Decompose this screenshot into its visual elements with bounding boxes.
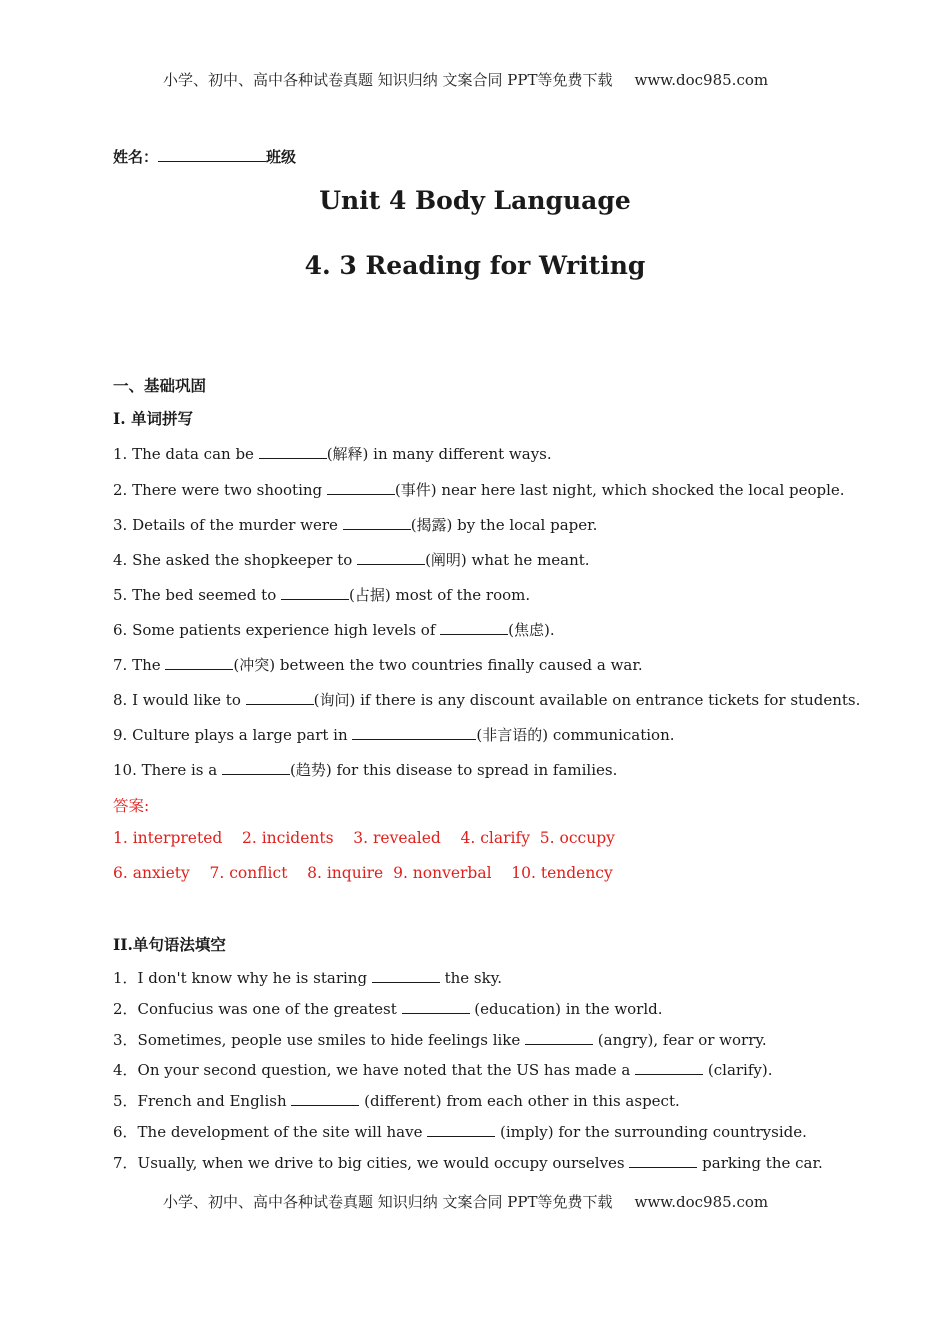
item-text: 7. The: [113, 656, 166, 674]
footer-site: www.doc985.com: [634, 1193, 769, 1211]
spelling-item: [113, 654, 643, 675]
spelling-item: [113, 619, 555, 640]
answer-blank[interactable]: [259, 444, 327, 459]
grammar-item: [113, 1029, 767, 1050]
item-number: 7．: [113, 1154, 138, 1172]
item-hint: parking the car.: [697, 1154, 823, 1172]
item-hint: (焦虑).: [508, 621, 555, 639]
item-text: 8. I would like to: [113, 691, 246, 709]
item-hint: (非言语的) communication.: [476, 726, 675, 744]
item-text: 9. Culture plays a large part in: [113, 726, 353, 744]
item-hint: (揭露) by the local paper.: [410, 516, 598, 534]
spelling-item: [113, 479, 845, 500]
page-footer: [163, 1191, 768, 1212]
item-hint: (解释) in many different ways.: [326, 445, 552, 463]
item-number: 5．: [113, 1092, 138, 1110]
item-text: French and English: [137, 1092, 292, 1110]
name-blank[interactable]: [158, 147, 266, 162]
answer-label: 答案:: [113, 797, 150, 815]
item-number: 3．: [113, 1031, 138, 1049]
item-hint: (冲突) between the two countries finally caused a war.: [233, 656, 643, 674]
name-line: [113, 146, 296, 167]
answer-blank[interactable]: [402, 999, 470, 1014]
grammar-item: [113, 1121, 807, 1142]
item-hint: (imply) for the surrounding countryside.: [495, 1123, 807, 1141]
grammar-item: [113, 967, 502, 988]
item-hint: (事件) near here last night, which shocked the local people.: [394, 481, 845, 499]
item-text: 3. Details of the murder were: [113, 516, 343, 534]
item-text: 4. She asked the shopkeeper to: [113, 551, 358, 569]
item-hint: (占据) most of the room.: [349, 586, 531, 604]
answer-blank[interactable]: [427, 1122, 495, 1137]
item-text: 2. There were two shooting: [113, 481, 327, 499]
item-hint: (趋势) for this disease to spread in families.: [289, 761, 618, 779]
header-site: www.doc985.com: [634, 71, 769, 89]
grammar-item: [113, 1059, 773, 1080]
answer-blank[interactable]: [246, 690, 314, 705]
answer-blank[interactable]: [222, 760, 290, 775]
answer-blank[interactable]: [343, 515, 411, 530]
grammar-item: [113, 998, 663, 1019]
spelling-item: [113, 689, 860, 710]
answer-line-2: 6. anxiety 7. conflict 8. inquire 9. nonverbal 10. tendency: [113, 864, 613, 882]
answer-blank[interactable]: [357, 550, 425, 565]
item-text: I don't know why he is staring: [137, 969, 372, 987]
name-label: 姓名：: [113, 148, 159, 166]
item-hint: (clarify).: [703, 1061, 773, 1079]
answer-blank[interactable]: [629, 1153, 697, 1168]
answer-blank[interactable]: [440, 620, 508, 635]
item-hint: (询问) if there is any discount available on entrance tickets for students.: [313, 691, 861, 709]
spelling-item: [113, 584, 530, 605]
item-text: 1. The data can be: [113, 445, 259, 463]
item-text: 6. Some patients experience high levels of: [113, 621, 441, 639]
spelling-item: [113, 443, 552, 464]
item-text: 5. The bed seemed to: [113, 586, 281, 604]
grammar-item: [113, 1152, 823, 1173]
item-number: 4．: [113, 1061, 138, 1079]
part1-heading: I. 单词拼写: [113, 409, 194, 428]
item-number: 6．: [113, 1123, 138, 1141]
page-title: Unit 4 Body Language: [319, 186, 631, 215]
item-number: 1．: [113, 969, 138, 987]
spelling-item: [113, 549, 590, 570]
section-heading: 一、基础巩固: [113, 376, 207, 395]
page-header: [163, 69, 768, 90]
answer-blank[interactable]: [635, 1060, 703, 1075]
answer-line-1: 1. interpreted 2. incidents 3. revealed 4. clarify 5. occupy: [113, 829, 615, 847]
item-text: Sometimes, people use smiles to hide feelings like: [137, 1031, 526, 1049]
spelling-item: [113, 759, 617, 780]
item-text: On your second question, we have noted that the US has made a: [137, 1061, 636, 1079]
answer-blank[interactable]: [372, 968, 440, 983]
spelling-item: [113, 724, 675, 745]
item-text: 10. There is a: [113, 761, 222, 779]
answer-blank[interactable]: [352, 725, 476, 740]
answer-blank[interactable]: [327, 480, 395, 495]
answer-blank[interactable]: [291, 1091, 359, 1106]
class-label: 班级: [266, 148, 297, 166]
item-hint: (education) in the world.: [469, 1000, 663, 1018]
item-text: The development of the site will have: [137, 1123, 428, 1141]
header-text: 小学、初中、高中各种试卷真题 知识归纳 文案合同 PPT等免费下载: [163, 71, 613, 89]
answer-blank[interactable]: [281, 585, 349, 600]
item-number: 2．: [113, 1000, 138, 1018]
item-hint: (different) from each other in this aspect.: [359, 1092, 680, 1110]
part2-heading: II.单句语法填空: [113, 935, 226, 954]
item-hint: the sky.: [439, 969, 502, 987]
page-subtitle: 4. 3 Reading for Writing: [304, 251, 646, 280]
answer-blank[interactable]: [165, 655, 233, 670]
item-hint: (angry), fear or worry.: [593, 1031, 767, 1049]
item-text: Confucius was one of the greatest: [137, 1000, 402, 1018]
footer-text: 小学、初中、高中各种试卷真题 知识归纳 文案合同 PPT等免费下载: [163, 1193, 613, 1211]
item-text: Usually, when we drive to big cities, we would occupy ourselves: [137, 1154, 630, 1172]
grammar-item: [113, 1090, 680, 1111]
answer-blank[interactable]: [525, 1030, 593, 1045]
spelling-item: [113, 514, 597, 535]
item-hint: (阐明) what he meant.: [425, 551, 590, 569]
